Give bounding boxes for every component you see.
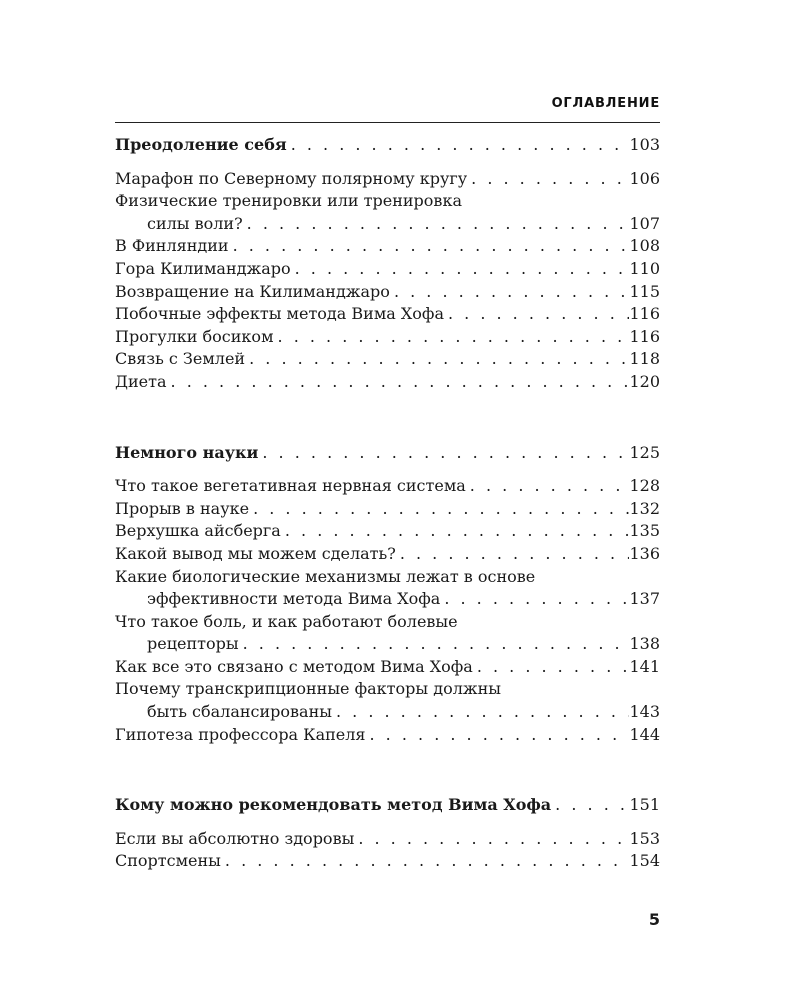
dot-leader (332, 701, 629, 724)
entry-page-number: 138 (629, 634, 660, 654)
entry-row (115, 701, 660, 724)
entry-row (115, 633, 660, 656)
chapter-title: Преодоление себя (115, 135, 287, 154)
entry-title: Прогулки босиком (115, 326, 274, 346)
entry-title: силы воли? (147, 213, 243, 233)
dot-leader (440, 588, 629, 611)
dot-leader (291, 258, 630, 281)
entry-row (115, 348, 660, 371)
chapter-page-number: 125 (629, 442, 660, 462)
chapter-title: Кому можно рекомендовать метод Вима Хофа (115, 795, 552, 815)
entry-page-number: 143 (629, 702, 660, 722)
toc-entry[interactable] (115, 348, 660, 371)
dot-leader (473, 656, 630, 679)
entry-row (115, 498, 660, 521)
entry-title: Что такое вегетативная нервная система (115, 476, 466, 496)
entry-page-number: 116 (629, 326, 660, 346)
entry-title: Прорыв в науке (115, 498, 250, 518)
entry-page-number: 110 (629, 258, 660, 278)
entry-title: Если вы абсолютно здоровы (115, 828, 355, 848)
entry-title: эффективности метода Вима Хофа (147, 589, 441, 609)
entry-page-number: 132 (629, 498, 660, 518)
entry-page-number: 128 (629, 476, 660, 496)
entry-row (115, 326, 660, 349)
entry-page-number: 144 (629, 724, 660, 744)
toc-entry[interactable] (115, 828, 660, 851)
dot-leader (239, 633, 630, 656)
entry-title: Гипотеза профессора Капеля (115, 724, 366, 744)
dot-leader (258, 442, 629, 465)
entry-row (115, 588, 660, 611)
toc-entry[interactable] (115, 190, 660, 235)
entry-title: Связь с Землей (115, 349, 246, 369)
dot-leader (274, 326, 630, 349)
entry-page-number: 106 (629, 168, 660, 188)
entry-row (115, 656, 660, 679)
toc-entry[interactable] (115, 543, 660, 566)
dot-leader (390, 281, 630, 304)
entry-title: Диета (115, 371, 167, 391)
toc-entry[interactable] (115, 281, 660, 304)
entry-title: Какой вывод мы можем сделать? (115, 543, 396, 563)
running-head: ОГЛАВЛЕНИЕ (551, 96, 660, 111)
dot-leader (243, 213, 630, 236)
entry-row (115, 724, 660, 747)
toc-section (115, 134, 660, 394)
entry-title: Марафон по Северному полярному кругу (115, 168, 468, 188)
toc-chapter[interactable] (115, 442, 660, 465)
entry-row (115, 543, 660, 566)
toc-entry[interactable] (115, 656, 660, 679)
entry-row (115, 520, 660, 543)
dot-leader (287, 134, 630, 157)
entry-title: быть сбалансированы (147, 702, 332, 722)
chapter-page-number: 103 (629, 135, 660, 154)
table-of-contents (115, 134, 660, 873)
entry-title-line: Какие биологические механизмы лежат в основе (115, 566, 536, 586)
entry-row (115, 235, 660, 258)
entry-page-number: 107 (629, 213, 660, 233)
entry-title: Верхушка айсберга (115, 521, 281, 541)
toc-entry[interactable] (115, 371, 660, 394)
entry-title: рецепторы (147, 634, 239, 654)
chapter-title: Немного науки (115, 442, 259, 462)
entry-row (115, 371, 660, 394)
entry-page-number: 115 (629, 281, 660, 301)
dot-leader (467, 168, 629, 191)
toc-entry[interactable] (115, 566, 660, 611)
toc-entry[interactable] (115, 678, 660, 723)
entry-page-number: 136 (629, 543, 660, 563)
entry-page-number: 154 (629, 851, 660, 871)
entry-row (115, 303, 660, 326)
entry-row (115, 475, 660, 498)
entry-page-number: 135 (629, 521, 660, 541)
entry-title-line: Почему транскрипционные факторы должны (115, 679, 501, 699)
entry-row (115, 281, 660, 304)
entry-page-number: 108 (629, 236, 660, 256)
entry-title: Возвращение на Килиманджаро (115, 281, 390, 301)
entry-page-number: 118 (629, 349, 660, 369)
toc-entry[interactable] (115, 520, 660, 543)
dot-leader (396, 543, 630, 566)
entry-title-line: Что такое боль, и как работают болевые (115, 611, 458, 631)
dot-leader (366, 724, 630, 747)
entry-page-number: 153 (629, 828, 660, 848)
toc-entry[interactable] (115, 326, 660, 349)
toc-chapter[interactable] (115, 794, 660, 817)
entry-page-number: 116 (629, 304, 660, 324)
toc-entry[interactable] (115, 235, 660, 258)
toc-entry[interactable] (115, 475, 660, 498)
entry-title: Спортсмены (115, 851, 221, 871)
toc-entry[interactable] (115, 850, 660, 873)
dot-leader (551, 794, 629, 817)
toc-entry[interactable] (115, 498, 660, 521)
dot-leader (249, 498, 629, 521)
entry-row (115, 828, 660, 851)
chapter-page-number: 151 (629, 795, 660, 815)
toc-entry[interactable] (115, 168, 660, 191)
entry-row (115, 168, 660, 191)
toc-entry[interactable] (115, 303, 660, 326)
toc-section (115, 794, 660, 873)
entry-title: Побочные эффекты метода Вима Хофа (115, 304, 444, 324)
entry-page-number: 137 (629, 589, 660, 609)
toc-entry[interactable] (115, 724, 660, 747)
dot-leader (281, 520, 630, 543)
entry-page-number: 120 (629, 371, 660, 391)
entry-title: Как все это связано с методом Вима Хофа (115, 656, 473, 676)
entry-row (115, 258, 660, 281)
entry-title: Гора Килиманджаро (115, 258, 291, 278)
dot-leader (245, 348, 629, 371)
dot-leader (444, 303, 629, 326)
toc-chapter[interactable] (115, 134, 660, 157)
dot-leader (221, 850, 630, 873)
entry-title-line: Физические тренировки или тренировка (115, 191, 462, 211)
toc-section (115, 442, 660, 747)
dot-leader (229, 235, 630, 258)
dot-leader (167, 371, 630, 394)
toc-entry[interactable] (115, 258, 660, 281)
dot-leader (466, 475, 630, 498)
header-rule (115, 122, 660, 123)
entry-row (115, 213, 660, 236)
entry-row (115, 850, 660, 873)
toc-entry[interactable] (115, 611, 660, 656)
entry-title: В Финляндии (115, 236, 229, 256)
dot-leader (354, 828, 629, 851)
entry-page-number: 141 (629, 656, 660, 676)
page-number: 5 (648, 910, 660, 929)
